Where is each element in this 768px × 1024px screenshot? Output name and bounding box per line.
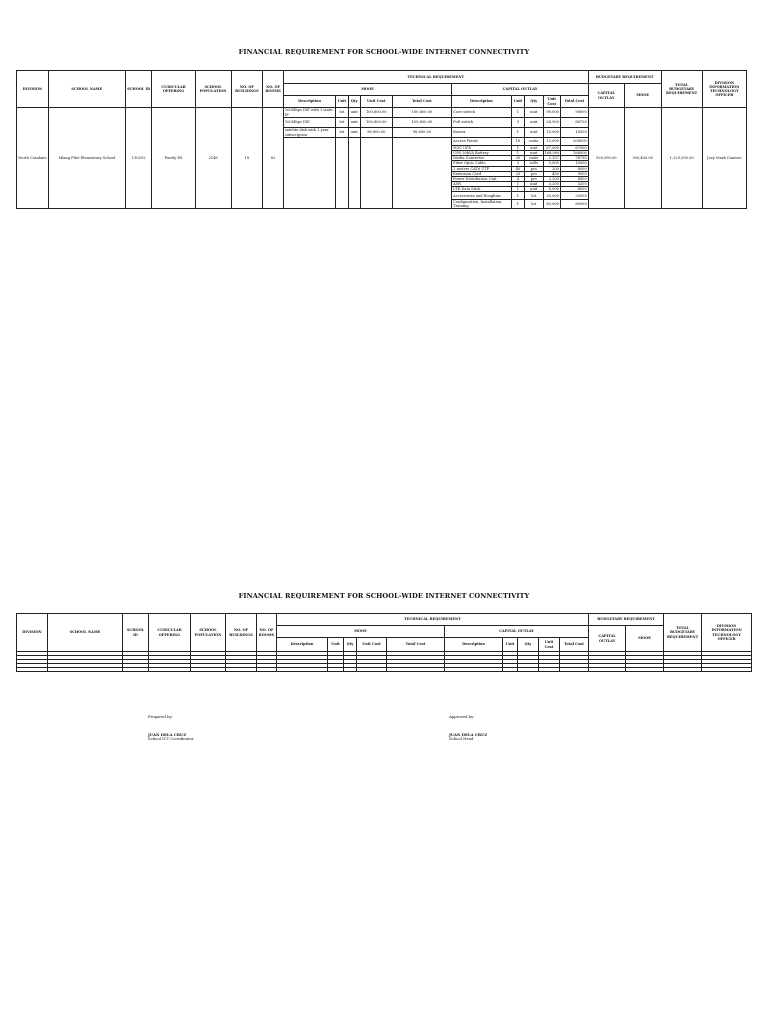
header-division: DIVISION xyxy=(17,71,49,108)
co-description-cell: AVR xyxy=(452,181,512,186)
page-title: FINANCIAL REQUIREMENT FOR SCHOOL-WIDE INTERNET CONNECTIVITY xyxy=(238,48,530,56)
co-unit-cell: 1 xyxy=(511,151,524,156)
co-unit-cost-cell: 8,000 xyxy=(543,187,560,192)
empty-cell xyxy=(48,668,123,672)
co-total-cost-cell: 98000 xyxy=(560,108,588,118)
header-dito: DIVISION INFORMATION TECHNOLOGY OFFICER xyxy=(702,614,752,652)
co-description-cell: LTE Data Stick xyxy=(452,187,512,192)
co-total-cost-cell: 18000 xyxy=(560,128,588,138)
mooe-qty-cell: unit xyxy=(348,128,360,138)
co-total-cost-cell: 8000 xyxy=(560,166,588,171)
co-total-cost-cell: 8800 xyxy=(560,176,588,181)
co-total-cost-cell: 74795 xyxy=(560,156,588,161)
br-mooe-cell: 300,400.00 xyxy=(624,108,661,209)
co-qty-cell: rolls xyxy=(525,161,543,166)
empty-cell xyxy=(226,668,257,672)
empty-cell xyxy=(626,668,664,672)
header-total-budgetary: TOTAL BUDGETARY REQUIREMENT xyxy=(664,614,702,652)
header-co-qty: Qty xyxy=(518,638,539,652)
co-description-cell: Accessories and Roughins xyxy=(452,192,512,200)
prepared-by-label: Prepared by: xyxy=(148,714,173,719)
empty-cell xyxy=(387,668,445,672)
co-total-cost-cell: 86700 xyxy=(560,118,588,128)
co-total-cost-cell: 3200 xyxy=(560,181,588,186)
approved-by-role: School Head xyxy=(449,736,474,742)
header-co-description: Description xyxy=(445,638,503,652)
co-unit-cell: 3 xyxy=(511,118,524,128)
co-total-cost-cell: 25000 xyxy=(560,192,588,200)
co-description-cell: Extension Cord xyxy=(452,171,512,176)
mooe-description-cell xyxy=(283,138,335,209)
co-qty-cell: unit xyxy=(525,187,543,192)
co-unit-cost-cell: 13,000 xyxy=(543,138,560,146)
rooms-cell: 82 xyxy=(263,108,284,209)
header-co-unit-cost: Unit Cost xyxy=(539,638,560,652)
empty-cell xyxy=(503,668,518,672)
header-budgetary-requirement: BUDGETARY REQUIREMENT xyxy=(589,614,664,626)
co-description-cell: Router xyxy=(452,128,512,138)
co-unit-cost-cell: 18,000 xyxy=(543,128,560,138)
header-mooe-total-cost: Total Cost xyxy=(387,638,445,652)
empty-cell xyxy=(123,668,149,672)
header-school-id: SCHOOL ID xyxy=(123,614,149,652)
header-mooe-qty: Qty xyxy=(348,96,360,108)
co-unit-cell: 1 xyxy=(511,187,524,192)
header-co-unit: Unit xyxy=(503,638,518,652)
header-school-population: SCHOOL POPULATION xyxy=(195,71,231,108)
header-total-budgetary: TOTAL BUDGETARY REQUIREMENT xyxy=(661,71,702,108)
co-unit-cell: 40 xyxy=(511,166,524,171)
prepared-by-block xyxy=(148,715,194,742)
co-qty-cell: units xyxy=(525,156,543,161)
dito-cell: Joey Mark Cantero xyxy=(702,108,746,209)
co-unit-cell: 16 xyxy=(511,138,524,146)
co-unit-cell: 1 xyxy=(511,128,524,138)
empty-cell xyxy=(328,668,344,672)
header-co-total-cost: Total Cost xyxy=(560,96,588,108)
co-unit-cost-cell: 2,200 xyxy=(543,176,560,181)
co-unit-cell: 35 xyxy=(511,156,524,161)
co-total-cost-cell: 208000 xyxy=(560,138,588,146)
co-unit-cell: 1 xyxy=(511,200,524,209)
header-dito: DIVISION INFORMATION TECHNOLOGY OFFICER xyxy=(702,71,746,108)
header-technical-requirement: TECHNICAL REQUIREMENT xyxy=(277,614,589,626)
co-unit-cost-cell: 98,000 xyxy=(543,108,560,118)
co-unit-cost-cell: 67,000 xyxy=(543,146,560,151)
curricular-offering-cell: Purely ES xyxy=(152,108,195,209)
co-unit-cost-cell: 5,000 xyxy=(543,161,560,166)
approved-by-label: Approved by: xyxy=(449,714,475,719)
co-unit-cost-cell: 168,000 xyxy=(544,151,560,156)
prepared-by-name: JUAN DELA CRUZ xyxy=(148,731,187,737)
co-unit-cost-cell: 80,000 xyxy=(543,200,560,209)
header-co-unit: Unit xyxy=(511,96,524,108)
empty-cell xyxy=(445,668,503,672)
co-total-cost-cell: 9000 xyxy=(560,171,588,176)
table-row xyxy=(17,108,747,118)
co-qty-cell: unit xyxy=(525,128,543,138)
total-budgetary-cell: 1,229,390.00 xyxy=(661,108,702,209)
header-capital-outlay: CAPITAL OUTLAY xyxy=(445,626,589,638)
co-qty-cell: units xyxy=(525,138,543,146)
header-mooe-unit: Unit xyxy=(336,96,348,108)
mooe-description-cell: 100Mbps DIP xyxy=(283,118,335,128)
mooe-unit-cell: lot xyxy=(336,128,348,138)
approved-by-name: JUAN DELA CRUZ xyxy=(449,731,488,737)
empty-cell xyxy=(17,668,48,672)
header-mooe-description: Description xyxy=(283,96,335,108)
empty-cell xyxy=(149,668,191,672)
header-br-capital-outlay: CAPITAL OUTLAY xyxy=(589,626,626,652)
mooe-unit-cost-cell: 98,800.00 xyxy=(360,128,392,138)
co-qty-cell: pcs xyxy=(525,176,543,181)
mooe-unit-cell: lot xyxy=(336,118,348,128)
empty-cell xyxy=(539,668,560,672)
co-description-cell: 2 meters CAT6 UTP xyxy=(452,166,512,171)
division-cell: North Cotabato xyxy=(17,108,49,209)
co-description-cell: Media Converter xyxy=(452,156,512,161)
header-co-unit-cost: Unit Cost xyxy=(543,96,560,108)
co-qty-cell: lot xyxy=(525,200,543,209)
co-unit-cost-cell: 200 xyxy=(543,166,560,171)
co-unit-cell: 1 xyxy=(511,192,524,200)
header-capital-outlay: CAPITAL OUTLAY xyxy=(452,84,589,96)
co-total-cost-cell: 80000 xyxy=(560,200,588,209)
buildings-cell: 18 xyxy=(231,108,263,209)
mooe-description-cell: satelite dish with 1 year subscription xyxy=(283,128,335,138)
co-unit-cell: 20 xyxy=(511,171,524,176)
co-unit-cost-cell: 450 xyxy=(543,171,560,176)
empty-cell xyxy=(664,668,702,672)
co-description-cell: Power Distribution Unit xyxy=(452,176,512,181)
mooe-qty-cell xyxy=(348,138,360,209)
header-school-id: SCHOOL ID xyxy=(125,71,152,108)
header-mooe-qty: Qty xyxy=(344,638,357,652)
header-budgetary-requirement: BUDGETARY REQUIREMENT xyxy=(588,71,661,84)
co-unit-cell: 1 xyxy=(511,181,524,186)
mooe-total-cost-cell: 98,800.00 xyxy=(392,128,452,138)
mooe-unit-cost-cell: 100,800.00 xyxy=(360,108,392,118)
co-unit-cost-cell: 25,000 xyxy=(543,192,560,200)
header-school-name: SCHOOL NAME xyxy=(48,71,125,108)
co-total-cost-cell: 168000 xyxy=(560,151,588,156)
br-capital-outlay-cell: 928,990.00 xyxy=(588,108,624,209)
co-unit-cell: 4 xyxy=(511,176,524,181)
empty-cell xyxy=(257,668,277,672)
header-no-rooms: NO. OF ROOMS xyxy=(257,614,277,652)
header-mooe: MOOE xyxy=(283,84,451,96)
co-unit-cost-cell: 3,200 xyxy=(543,181,560,186)
mooe-unit-cost-cell: 100,800.00 xyxy=(360,118,392,128)
header-no-buildings: NO. OF BUILDINGS xyxy=(231,71,263,108)
header-mooe-total-cost: Total Cost xyxy=(392,96,452,108)
co-unit-cell: 1 xyxy=(511,108,524,118)
co-unit-cell: 3 xyxy=(511,161,524,166)
empty-cell xyxy=(344,668,357,672)
co-qty-cell: unit xyxy=(525,108,543,118)
co-description-cell: Access Points xyxy=(452,138,512,146)
header-division: DIVISION xyxy=(17,614,48,652)
header-mooe: MOOE xyxy=(277,626,445,638)
prepared-by-role: School ICT Coordinator xyxy=(148,736,194,742)
financial-requirement-table xyxy=(16,70,747,209)
header-school-name: SCHOOL NAME xyxy=(48,614,123,652)
mooe-unit-cell xyxy=(336,138,348,209)
page-title: FINANCIAL REQUIREMENT FOR SCHOOL-WIDE INTERNET CONNECTIVITY xyxy=(238,592,530,600)
co-qty-cell: unit xyxy=(525,146,543,151)
empty-cell xyxy=(518,668,539,672)
school-name-cell: Mlang Pilot Elementary School xyxy=(48,108,125,209)
co-qty-cell: pcs xyxy=(525,171,543,176)
mooe-unit-cost-cell xyxy=(360,138,392,209)
co-description-cell: PoE switch xyxy=(452,118,512,128)
co-total-cost-cell: 8000 xyxy=(560,187,588,192)
co-qty-cell: unit xyxy=(525,118,543,128)
co-description-cell: Configuration, Installation, Training xyxy=(452,200,512,209)
header-br-capital-outlay: CAPITAL OUTLAY xyxy=(588,84,624,108)
header-mooe-unit-cost: Unit Cost xyxy=(357,638,387,652)
co-qty-cell: pcs xyxy=(525,166,543,171)
header-mooe-unit: Unit xyxy=(328,638,344,652)
header-co-description: Description xyxy=(452,96,512,108)
header-technical-requirement: TECHNICAL REQUIREMENT xyxy=(283,71,588,84)
header-curricular-offering: CURICULAR OFFERING xyxy=(149,614,191,652)
co-unit-cell: 1 xyxy=(511,146,524,151)
co-description-cell: NOC UPS xyxy=(452,146,512,151)
co-total-cost-cell: 15000 xyxy=(560,161,588,166)
empty-cell xyxy=(191,668,226,672)
header-br-mooe: MOOE xyxy=(626,626,664,652)
empty-row xyxy=(17,668,752,672)
header-no-buildings: NO. OF BUILDINGS xyxy=(226,614,257,652)
mooe-qty-cell: unit xyxy=(348,118,360,128)
header-br-mooe: MOOE xyxy=(624,84,661,108)
co-unit-cost-cell: 28,900 xyxy=(543,118,560,128)
header-school-population: SCHOOL POPULATION xyxy=(191,614,226,652)
financial-requirement-table-blank xyxy=(16,613,752,672)
school-id-cell: 130292 xyxy=(125,108,152,209)
empty-cell xyxy=(560,668,589,672)
header-curricular-offering: CURICULAR OFFERING xyxy=(152,71,195,108)
co-qty-cell: lot xyxy=(525,192,543,200)
header-co-total-cost: Total Cost xyxy=(560,638,589,652)
header-mooe-unit-cost: Unit Cost xyxy=(360,96,392,108)
empty-cell xyxy=(702,668,752,672)
mooe-description-cell: 100Mbps DIP with 1 static IP xyxy=(283,108,335,118)
co-total-cost-cell: 67000 xyxy=(560,146,588,151)
co-description-cell: Fiber Optic Cable xyxy=(452,161,512,166)
mooe-qty-cell: unit xyxy=(348,108,360,118)
empty-cell xyxy=(277,668,328,672)
mooe-unit-cell: lot xyxy=(336,108,348,118)
mooe-total-cost-cell xyxy=(392,138,452,209)
empty-cell xyxy=(589,668,626,672)
co-unit-cost-cell: 2,137 xyxy=(543,156,560,161)
co-description-cell: UPS 20kVA Battery xyxy=(452,151,512,156)
mooe-total-cost-cell: 100,800.00 xyxy=(392,108,452,118)
co-qty-cell: unit xyxy=(525,151,543,156)
header-mooe-description: Description xyxy=(277,638,328,652)
header-no-rooms: NO. OF ROOMS xyxy=(263,71,284,108)
co-description-cell: Core switch xyxy=(452,108,512,118)
header-co-qty: Qty xyxy=(525,96,543,108)
school-population-cell: 2148 xyxy=(195,108,231,209)
co-qty-cell: unit xyxy=(525,181,543,186)
approved-by-block xyxy=(449,715,487,742)
mooe-total-cost-cell: 100,800.00 xyxy=(392,118,452,128)
empty-cell xyxy=(357,668,387,672)
